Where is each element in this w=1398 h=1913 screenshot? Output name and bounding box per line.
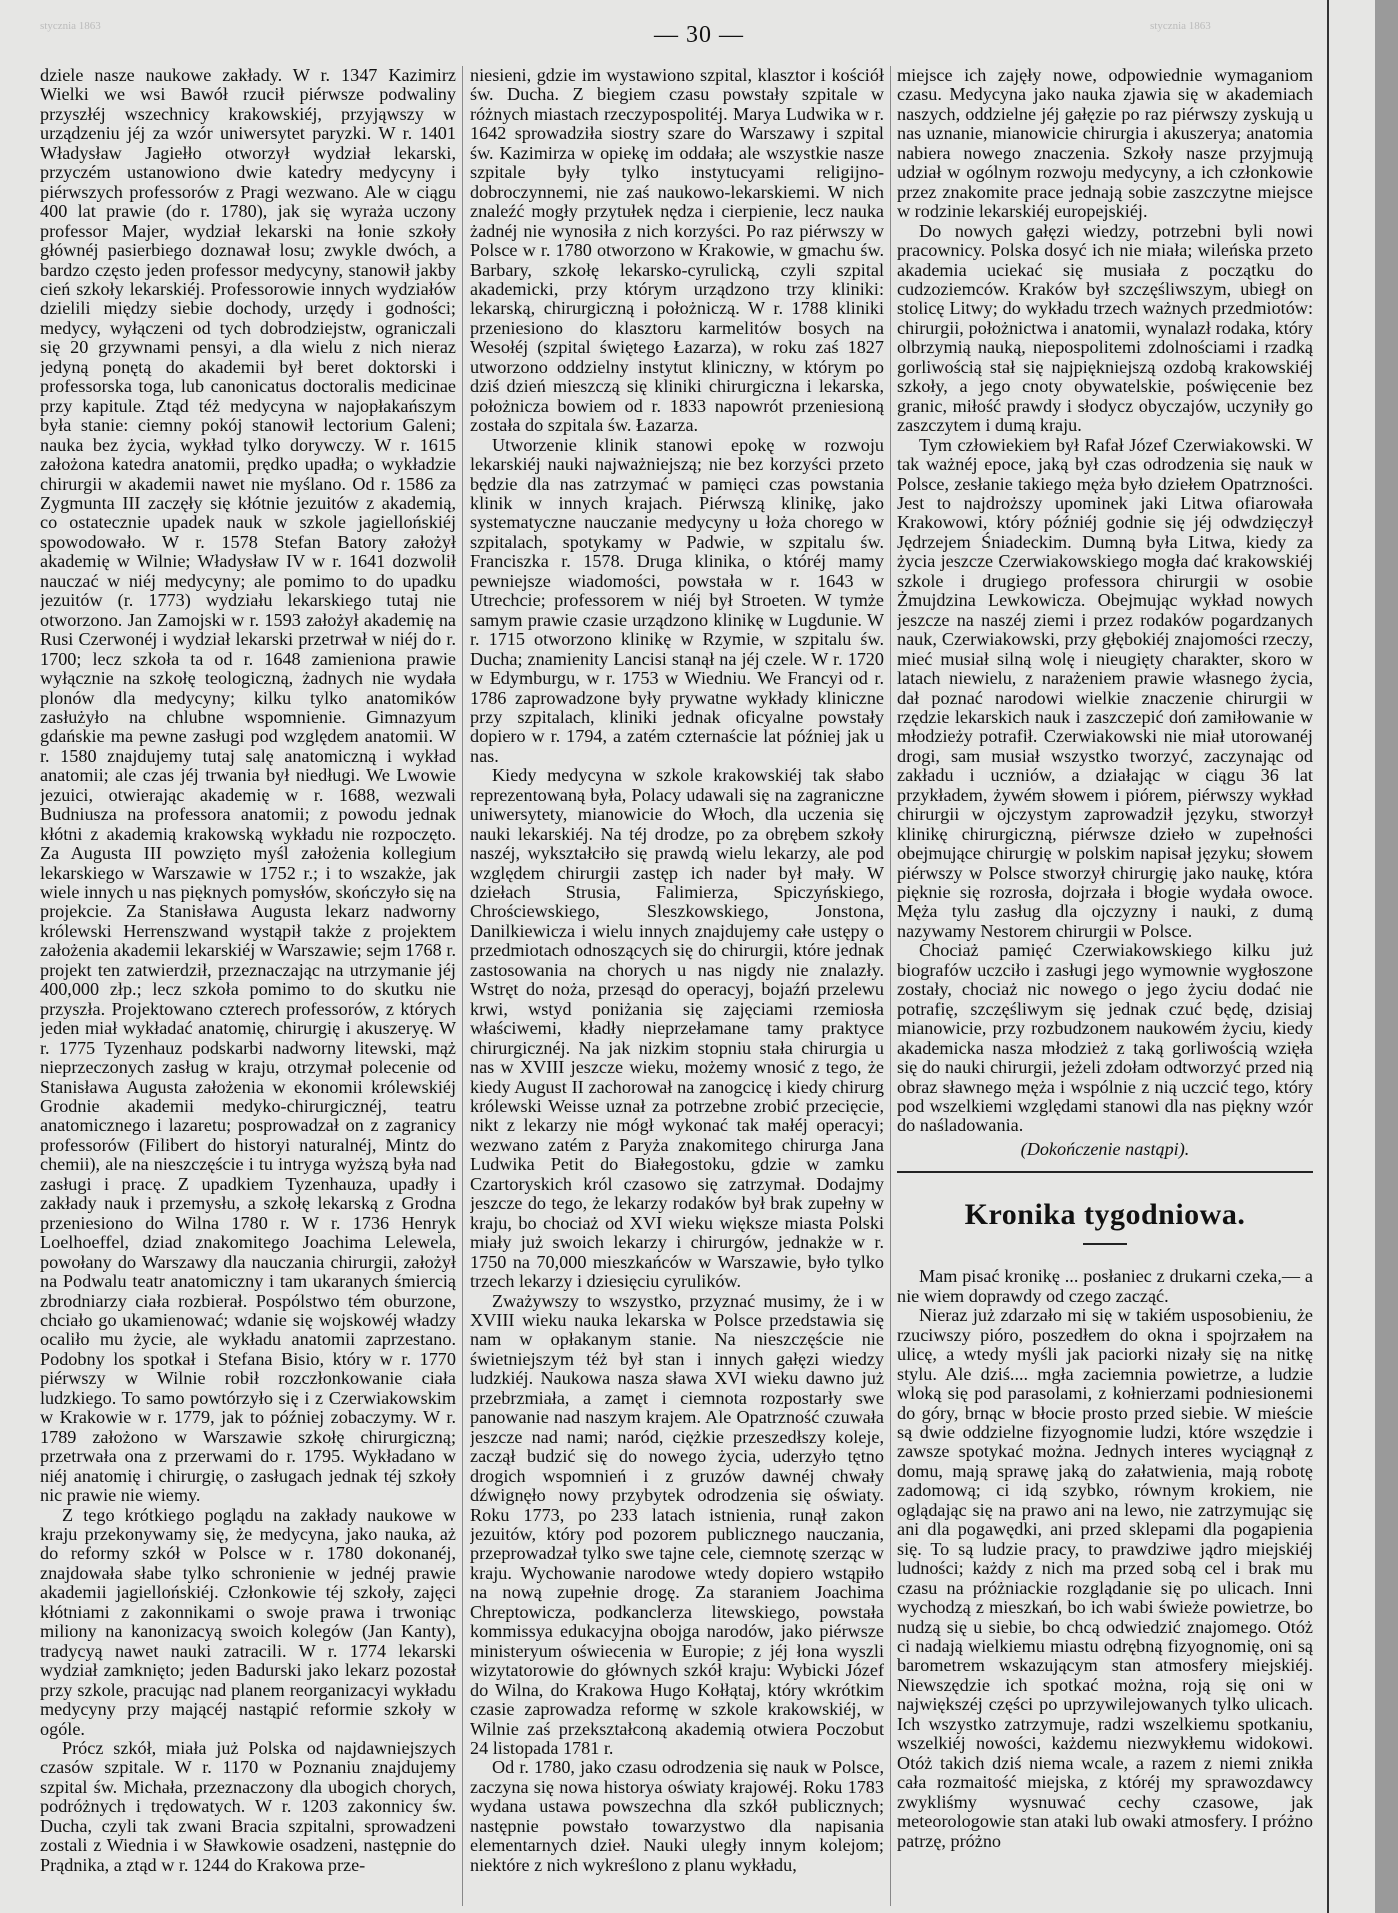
paragraph: Do nowych gałęzi wiedzy, potrzebni byli nowi pracownicy. Polska dosyć ich nie miała; wileńska przeto akademia uciekać się musiała z początku do cudzoziemców. Kraków był szczęśliwszym, ubiegł on stolicę Litwy; do wykładu trzech ważnych przedmiotów: chirurgii, położnictwa i anatomii, wynalazł rodaka, który olbrzymią nauką, niepospolitemi zdolnościami i rzadką gorliwością stał się najpiękniejszą ozdobą krakowskiéj szkoły, a jego cnoty obywatelskie, poświęcenie bez granic, miłość prawdy i słodycz obyczajów, uczyniły go zaszczytem i dumą kraju.: [897, 220, 1313, 436]
page-number: — 30 —: [654, 22, 744, 48]
column-2: [470, 66, 884, 1911]
paragraph: Mam pisać kronikę ... posłaniec z drukarni czeka,— a nie wiem doprawdy od czego zacząć.: [897, 1266, 1313, 1306]
paragraph: Kiedy medycyna w szkole krakowskiéj tak słabo reprezentowaną była, Polacy udawali się na zagraniczne uniwersytety, mianowicie do Włoch, dla uczenia się nauki lekarskiéj. Na téj drodze, po za obrębem szkoły naszéj, wykształciło się prawdą wielu lekarzy, ale pod względem chirurgii zastęp ich nader był mały. W dziełach Strusia, Falimierza, Spiczyńskiego, Chrościewskiego, Sleszkowskiego, Jonstona, Danilkiewicza i wielu innych znajdujemy całe ustępy o przedmiotach odnoszących się do chirurgii, które jednak zastosowania na chorych u nas nigdy nie znalazły. Wstręt do noża, przesąd do operacyj, bojaźń przelewu krwi, wstyd poniżania się zajęciami rzemiosła właściwemi, kładły nieprzełamane tamy praktyce chirurgicznéj. Na jak nizkim stopniu stała chirurgia u nas w XVIII jeszcze wieku, możemy wnosić z tego, że kiedy August II zachorował na zanogcicę i kiedy chirurg królewski Weisse uznał za potrzebne zrobić przecięcie, nikt z lekarzy nie mógł wykonać tak małéj operacyi; wezwano zatém z Paryża znakomitego chirurga Jana Ludwika Petit do Białegostoku, gdzie w zamku Czartoryskich król czasowo się zatrzymał. Dodajmy jeszcze do tego, że lekarzy rodaków był brak zupełny w kraju, bo chociaż od XVI wieku większe miasta Polski miały już swoich lekarzy i chirurgów, jednakże w r. 1750 na 70,000 mieszkańców w Warszawie, było tylko trzech lekarzy i dziesięciu cyrulików.: [470, 765, 884, 1292]
paragraph: Tym człowiekiem był Rafał Józef Czerwiakowski. W tak ważnéj epoce, jaką był czas odrodzenia się nauk w Polsce, zesłanie takiego męża było dziełem Opatrzności. Jest to najdroższy upominek jaki Litwa ofiarowała Krakowowi, który późniéj godnie się jéj odwdzięczył Jędrzejem Śniadeckim. Dumną była Litwa, kiedy za życia jeszcze Czerwiakowskiego mogła dać krakowskiéj szkole i drugiego professora chirurgii w osobie Żmujdzina Lewkowicza. Obejmując wykład nowych jeszcze na naszéj ziemi i przez rodaków pogardzanych nauk, Czerwiakowski, przy głębokiéj znajomości rzeczy, mieć musiał silną wolę i nieugięty charakter, skoro w latach niewielu, z narażeniem prawie własnego życia, dał poznać narodowi wielkie znaczenie chirurgii w rzędzie lekarskich nauk i zaszczepić doń zamiłowanie w młodzieży potrafił. Czerwiakowski nie miał utorowanéj drogi, sam musiał wszystko tworzyć, zaczynając od zakładu i uczniów, a działając w ciągu 36 lat przykładem, żywém słowem i piórem, piérwszy wykład chirurgii w ojczystym zaprowadził języku, stworzył klinikę chirurgiczną, piérwsze dzieło w zupełności obejmujące chirurgię w polskim napisał języku; słowem piérwszy w Polsce stworzył chirurgię jako naukę, która pięknie się rozrosła, dojrzała i błogie wydała owoce. Męża tylu zasług dla ojczyzny i nauki, z dumą nazywamy Nestorem chirurgii w Polsce.: [897, 434, 1313, 941]
column-1: [40, 66, 456, 1911]
scan-edge: [1375, 0, 1398, 1913]
section-divider: [897, 1171, 1313, 1173]
paragraph: Nieraz już zdarzało mi się w takiém usposobieniu, że rzuciwszy pióro, poszedłem do okna i spojrzałem na ulicę, a wtedy myśli jak paciorki nizały się na nitkę stylu. Ale dziś.... mgła zaciemnia powietrze, a ludzie wloką się pod parasolami, z kołnierzami podniesionemi do góry, brnąc w błocie prosto przed siebie. W mieście są dwie oddzielne fizyognomie ludzi, które wszędzie i zawsze spotykać można. Jednych interes wyciągnął z domu, mają sprawę jaką do załatwienia, mają robotę zadomową; ci idą szybko, równym krokiem, nie oglądając się na prawo ani na lewo, nie zatrzymując się ani dla pogawędki, ani przed sklepami dla pogapienia się. To są ludzie pracy, to prawdziwe jądro miejskiéj ludności; każdy z nich ma przed sobą cel i brak mu czasu na próżniackie rozglądanie się po ulicach. Inni wychodzą z mieszkań, bo ich wabi świeże powietrze, bo nudzą się u siebie, bo chcą odwiedzić znajomego. Otóż ci nadają wielkiemu miastu odrębną fizyognomię, oni są barometrem wskazującym stan atmosfery miejskiéj. Niewszędzie ich spotkać można, roją się oni w największéj części po uprzywilejowanych tylko ulicach. Ich wszystko zatrzymuje, radzi wszelkiemu spotkaniu, wszelkiéj nowości, każdemu niezwykłemu widokowi. Otóż takich dziś niema wcale, a razem z niemi znikła cała rozmaitość miejska, z któréj my sprawozdawcy zwykliśmy wysnuwać cechy czasowe, jak meteorologowie stan ataki lub owaki atmosfery. I próżno patrzę, próżno: [897, 1305, 1313, 1851]
continuation-note: (Dokończenie nastąpi).: [1020, 1138, 1190, 1159]
paragraph: niesieni, gdzie im wystawiono szpital, klasztor i kościół św. Ducha. Z biegiem czasu powstały szpitale w różnych miastach rzeczypospolitéj. Marya Ludwika w r. 1642 sprowadziła siostry szare do Warszawy i szpital św. Kazimirza w opiekę im oddała; ale wszystkie nasze szpitale były tylko instytucyami religijno-dobroczynnemi, nie zaś naukowo-lekarskiemi. W nich znaleźć mogły przytułek nędza i cierpienie, lecz nauka żadnéj nie wynosiła z nich korzyści. Po raz piérwszy w Polsce w r. 1780 otworzono w Krakowie, w gmachu św. Barbary, szkołę lekarsko-cyrulicką, czyli szpital akademicki, przy którym urządzono trzy kliniki: lekarską, chirurgiczną i położniczą. W r. 1788 kliniki przeniesiono do klasztoru karmelitów bosych na Wesołéj (szpital świętego Łazarza), w roku zaś 1827 utworzono oddzielny instytut kliniczny, w którym po dziś dzień mieszczą się kliniki chirurgiczna i lekarska, położnicza bowiem od r. 1833 napowrót przeniesioną została do szpitala św. Łazarza.: [470, 66, 884, 436]
bleed-through-header-left: stycznia 1863: [40, 20, 101, 32]
title-underline: [1083, 1243, 1127, 1245]
section-title: Kronika tygodniowa.: [964, 1198, 1246, 1232]
paragraph: Prócz szkół, miała już Polska od najdawniejszych czasów szpitale. W r. 1170 w Poznaniu znajdujemy szpital św. Michała, przeznaczony dla ubogich chorych, podróżnych i trędowatych. W r. 1203 zakonnicy św. Ducha, czyli tak zwani Bracia szpitalni, sprowadzeni zostali z Wiednia i w Sławkowie osadzeni, następnie do Prądnika, a ztąd w r. 1244 do Krakowa prze-: [40, 1737, 456, 1875]
bleed-through-header-right: stycznia 1863: [1150, 20, 1211, 32]
paragraph: dziele nasze naukowe zakłady. W r. 1347 Kazimirz Wielki we wsi Bawół rzucił piérwsze podwaliny przyszłéj wszechnicy krakowskiéj, przyjąwszy w urządzeniu jéj za wzór uniwersytet paryzki. W r. 1401 Władysław Jagiełło otworzył wydział lekarski, przyczém ustanowiono dwie katedry medycyny i piérwszych professorów z Pragi wezwano. Ale w ciągu 400 lat prawie (do r. 1780), jak się wyraża uczony professor Majer, wydział lekarski na łonie szkoły głównéj pasierbiego doznawał losu; zwykle dwóch, a bardzo często jeden professor medycyny, stanowił jakby cień szkoły lekarskiéj. Professorowie innych wydziałów dzielili między siebie dochody, urzędy i godności; medycy, wyłączeni od tych dobrodziejstw, ograniczali się 20 grzywnami pensyi, a dla wielu z nich nieraz jedyną ponętą do akademii był beret doktorski i professorska toga, lub canonicatus doctoralis medicinae przy kapitule. Ztąd téż medycyna w najopłakańszym była stanie: ciemny pokój stanowił lectorium Galeni; nauka bez życia, wykład tylko dorywczy. W r. 1615 założona katedra anatomii, prędko upadła; o wykładzie chirurgii w akademii nawet nie myślano. Od r. 1586 za Zygmunta III zaczęły się kłótnie jezuitów z akademią, co ostatecznie upadek nauk w szkole jagiellońskiéj spowodowało. W r. 1578 Stefan Batory założył akademię w Wilnie; Władysław IV w r. 1641 dozwolił nauczać w niéj medycyny; ale pomimo to do upadku jezuitów (r. 1773) wydziału lekarskiego tutaj nie otworzono. Jan Zamojski w r. 1593 założył akademię na Rusi Czerwonéj i wydział lekarski przetrwał w niéj do r. 1700; lecz szkoła ta od r. 1648 zamieniona prawie wyłącznie na szkołę teologiczną, żadnych nie wydała plonów dla medycyny; kilku tylko anatomików zasłużyło na chlubne wspomnienie. Gimnazyum gdańskie ma pewne zasługi pod względem anatomii. W r. 1580 znajdujemy tutaj salę anatomiczną i wykład anatomii; ale czas jéj trwania był niedługi. We Lwowie jezuici, otwierając akademię w r. 1688, wezwali Budniusza na professora anatomii; z powodu jednak kłótni z akademią krakowską wykładu nie rozpoczęto. Za Augusta III powzięto myśl założenia kollegium lekarskiego w Warszawie w 1752 r.; i to wszakże, jak wiele innych u nas pięknych pomysłów, skończyło się na projekcie. Za Stanisława Augusta lekarz nadworny królewski Herrenszwand wystąpił także z projektem założenia akademii lekarskiéj w Warszawie; sejm 1768 r. projekt ten zatwierdził, przeznaczając na utrzymanie jéj 400,000 złp.; lecz szkoła pomimo to do skutku nie przyszła. Projektowano czterech professorów, z których jeden miał wykładać anatomię, chirurgię i akuszeryę. W r. 1775 Tyzenhauz podskarbi nadworny litewski, mąż nieprzeczonych zasług w kraju, otrzymał polecenie od Stanisława Augusta założenia w ekonomii królewskiéj Grodnie akademii medyko-chirurgicznéj, teatru anatomicznego i lazaretu; posprowadzał on z zagranicy professorów (Filibert do historyi naturalnéj, Mintz do chemii), ale na nieszczęście i tu intryga wyższą była nad zasługi i pracę. Z upadkiem Tyzenhauza, upadły i zakłady nauk i przemysłu, a szkołę lekarską z Grodna przeniesiono do Wilna 1780 r. W r. 1736 Henryk Loelhoeffel, dziad znakomitego Joachima Lelewela, powołany do Warszawy dla nauczania chirurgii, założył na Podwalu teatr anatomiczny i tam ukaranych śmiercią zbrodniarzy ciała rozbierał. Pospólstwo tém oburzone, chciało go ukamienować; wdanie się wojskowéj władzy ocaliło mu życie, ale wykładu anatomii zaprzestano. Podobny los spotkał i Stefana Bisio, który w r. 1770 piérwszy w Wilnie robił rozczłonkowanie ciała ludzkiego. To samo powtórzyło się i z Czerwiakowskim w Krakowie w r. 1779, jak to później zobaczymy. W r. 1789 założono w Warszawie szkołę chirurgiczną; przetrwała ona z przerwami do r. 1795. Wykładano w niéj anatomię i chirurgię, o zasługach jednak téj szkoły nic prawie nie wiemy.: [40, 66, 456, 1506]
page-border-line: [1327, 0, 1329, 1913]
column-divider: [462, 66, 463, 1906]
paragraph: Utworzenie klinik stanowi epokę w rozwoju lekarskiéj nauki najważniejszą; nie bez korzyści przeto będzie dla nas zatrzymać w pamięci czas powstania klinik w innych krajach. Piérwszą klinikę, jako systematyczne nauczanie medycyny u łoża chorego w szpitalach, spotykamy w Padwie, w szpitalu św. Franciszka r. 1578. Druga klinika, o któréj mamy pewniejsze wiadomości, powstała w r. 1643 w Utrechcie; professorem w niéj był Stroeten. W tymże samym prawie czasie urządzono klinikę w Lugdunie. W r. 1715 otworzono klinikę w Rzymie, w szpitalu św. Ducha; znamienity Lancisi stanął na jéj czele. W r. 1720 w Edymburgu, w r. 1753 w Wiedniu. We Francyi od r. 1786 zaprowadzone były prywatne wykłady kliniczne przy szpitalach, kliniki jednak oficyalne powstały dopiero w r. 1794, a zatém czternaście lat później jak u nas.: [470, 434, 884, 766]
column-divider: [890, 66, 891, 1906]
paragraph: Z tego krótkiego poglądu na zakłady naukowe w kraju przekonywamy się, że medycyna, jako nauka, aż do reformy szkół w Polsce w r. 1780 dokonanéj, znajdowała słabe tylko schronienie w jednéj prawie akademii jagiellońskiéj. Członkowie téj szkoły, zajęci kłótniami z zakonnikami o swoje prawa i trwoniąc miliony na kanonizacyą swoich kolegów (Jan Kanty), tradycyą nawet nauki zatracili. W r. 1774 lekarski wydział zamknięto; jeden Badurski jako lekarz pozostał przy szkole, pracując nad planem reorganizacyi wykładu medycyny przy mającéj nastąpić reformie szkoły w ogóle.: [40, 1504, 456, 1739]
column-3: [897, 66, 1313, 1911]
paragraph: Od r. 1780, jako czasu odrodzenia się nauk w Polsce, zaczyna się nowa historya oświaty krajowéj. Roku 1783 wydana ustawa powszechna dla szkół publicznych; następnie powstało towarzystwo dla napisania elementarnych dzieł. Nauki uległy innym kolejom; niektóre z nich wykreślono z planu wykładu,: [470, 1757, 884, 1875]
paragraph: Chociaż pamięć Czerwiakowskiego kilku już biografów uczciło i zasługi jego wymownie wygłoszone zostały, chociaż nic nowego o jego życiu dodać nie potrafię, szczęśliwym się jednak czuć będę, dzisiaj mianowicie, przy rozbudzonem naukowém życiu, kiedy akademicka nasza młodzież z taką gorliwością wzięła się do nauki chirurgii, jeżeli zdołam odtworzyć przed nią obraz sławnego męża i wspólnie z nią uczcić tego, który pod wszelkiemi względami stanowi dla nas piękny wzór do naśladowania.: [897, 940, 1313, 1136]
paragraph: miejsce ich zajęły nowe, odpowiednie wymaganiom czasu. Medycyna jako nauka zjawia się w akademiach naszych, oddzielne jéj gałęzie po raz piérwszy zyskują u nas uznanie, mianowicie chirurgia i akuszerya; anatomia nabiera nowego znaczenia. Szkoły nasze przyjmują udział w ogólnym rozwoju medycyny, a ich członkowie przez znakomite prace jednają sobie zaszczytne miejsce w rodzinie lekarskiéj europejskiéj.: [897, 66, 1313, 222]
paragraph: Zważywszy to wszystko, przyznać musimy, że i w XVIII wieku nauka lekarska w Polsce przedstawia się nam w opłakanym stanie. Na nieszczęście nie świetniejszym téż był stan i innych gałęzi wiedzy ludzkiéj. Naukowa nasza sława XVI wieku dawno już przebrzmiała, a zamęt i ciemnota rozpostarły swe panowanie nad naszym krajem. Ale Opatrzność czuwała jeszcze nad nami; naród, ciężkie przeszedłszy koleje, zaczął budzić się do nowego życia, uderzyło tętno drogich wspomnień i z gruzów dawnéj chwały dźwignęło nowy przybytek odrodzenia się oświaty. Roku 1773, po 233 latach istnienia, runął zakon jezuitów, który pod pozorem publicznego nauczania, przeprowadzał tylko swe tajne cele, ciemnotę szerząc w kraju. Wychowanie narodowe wtedy dopiero wstąpiło na nową zupełnie drogę. Za staraniem Joachima Chreptowicza, podkanclerza litewskiego, powstała kommissya edukacyjna obojga narodów, jako piérwsze ministeryum oświecenia w Europie; z jéj łona wyszli wizytatorowie do głównych szkół kraju: Wybicki Józef do Wilna, do Krakowa Hugo Kołłątaj, który wkrótkim czasie zaprowadza reformę w szkole krakowskiéj, w Wilnie zaś przekształconą akademią otwiera Poczobut 24 listopada 1781 r.: [470, 1290, 884, 1758]
